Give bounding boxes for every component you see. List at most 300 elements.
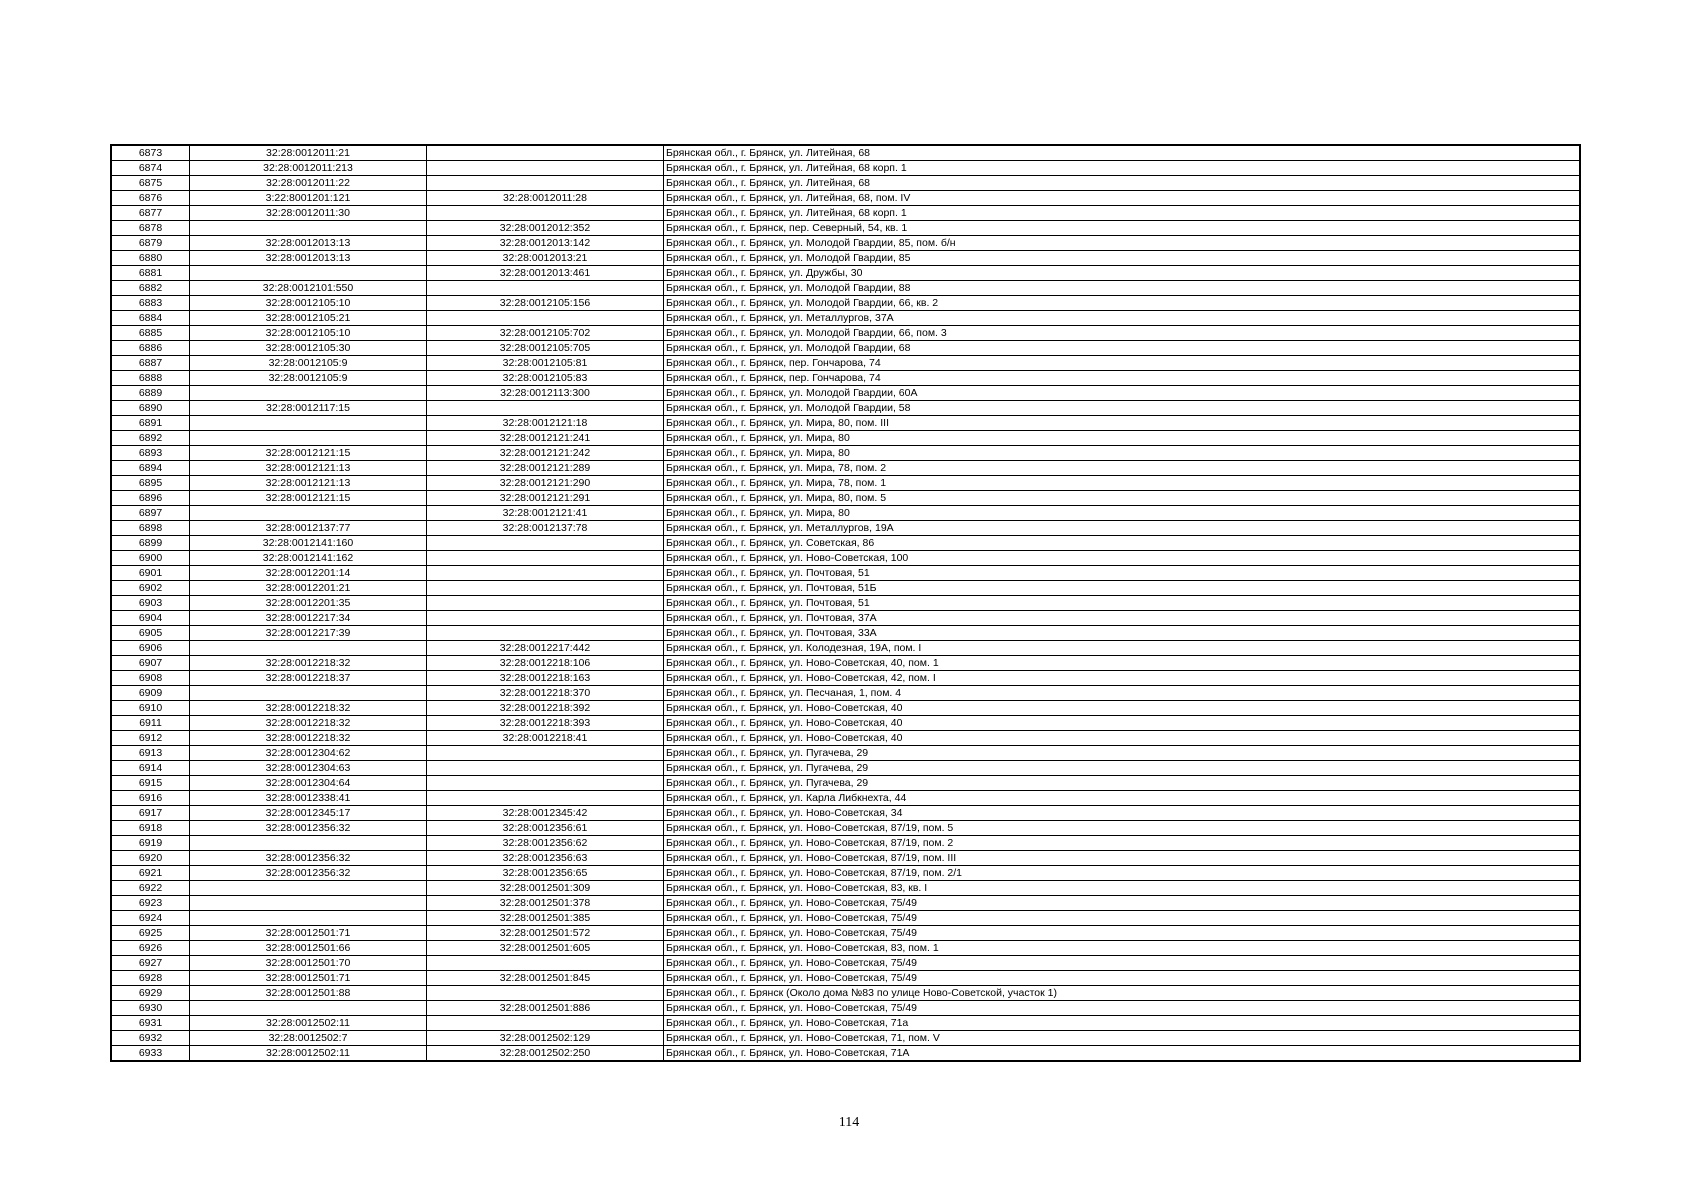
- cadastral-number-cell: 32:28:0012121:13: [190, 476, 427, 491]
- premises-cadastral-number-cell: [427, 611, 664, 626]
- premises-cadastral-number-cell: [427, 206, 664, 221]
- address-cell: Брянская обл., г. Брянск, ул. Ново-Советская, 40: [664, 716, 1581, 731]
- row-number-cell: 6891: [111, 416, 190, 431]
- row-number-cell: 6902: [111, 581, 190, 596]
- address-cell: Брянская обл., г. Брянск, ул. Литейная, 68 корп. 1: [664, 206, 1581, 221]
- premises-cadastral-number-cell: 32:28:0012501:385: [427, 911, 664, 926]
- premises-cadastral-number-cell: 32:28:0012501:572: [427, 926, 664, 941]
- address-cell: Брянская обл., г. Брянск, ул. Ново-Советская, 83, кв. I: [664, 881, 1581, 896]
- address-cell: Брянская обл., г. Брянск, ул. Мира, 80: [664, 431, 1581, 446]
- row-number-cell: 6896: [111, 491, 190, 506]
- row-number-cell: 6873: [111, 145, 190, 161]
- row-number-cell: 6921: [111, 866, 190, 881]
- address-cell: Брянская обл., г. Брянск, ул. Мира, 80: [664, 506, 1581, 521]
- row-number-cell: 6901: [111, 566, 190, 581]
- cadastral-number-cell: 32:28:0012218:32: [190, 716, 427, 731]
- table-row: [111, 416, 1580, 431]
- address-cell: Брянская обл., г. Брянск, пер. Гончарова, 74: [664, 371, 1581, 386]
- registry-table: [110, 144, 1581, 1062]
- cadastral-number-cell: 32:28:0012011:21: [190, 145, 427, 161]
- address-cell: Брянская обл., г. Брянск, ул. Ново-Советская, 87/19, пом. 2: [664, 836, 1581, 851]
- premises-cadastral-number-cell: 32:28:0012218:393: [427, 716, 664, 731]
- address-cell: Брянская обл., г. Брянск, ул. Ново-Советская, 71а: [664, 1016, 1581, 1031]
- premises-cadastral-number-cell: 32:28:0012105:83: [427, 371, 664, 386]
- table-row: [111, 956, 1580, 971]
- table-row: [111, 836, 1580, 851]
- premises-cadastral-number-cell: [427, 746, 664, 761]
- cadastral-number-cell: [190, 506, 427, 521]
- premises-cadastral-number-cell: 32:28:0012356:61: [427, 821, 664, 836]
- address-cell: Брянская обл., г. Брянск, ул. Колодезная, 19А, пом. I: [664, 641, 1581, 656]
- cadastral-number-cell: 32:28:0012304:64: [190, 776, 427, 791]
- cadastral-number-cell: 32:28:0012011:213: [190, 161, 427, 176]
- row-number-cell: 6884: [111, 311, 190, 326]
- premises-cadastral-number-cell: 32:28:0012011:28: [427, 191, 664, 206]
- premises-cadastral-number-cell: 32:28:0012113:300: [427, 386, 664, 401]
- table-row: [111, 746, 1580, 761]
- row-number-cell: 6878: [111, 221, 190, 236]
- row-number-cell: 6887: [111, 356, 190, 371]
- table-row: [111, 581, 1580, 596]
- row-number-cell: 6889: [111, 386, 190, 401]
- premises-cadastral-number-cell: 32:28:0012105:702: [427, 326, 664, 341]
- premises-cadastral-number-cell: [427, 145, 664, 161]
- cadastral-number-cell: 32:28:0012121:15: [190, 446, 427, 461]
- row-number-cell: 6879: [111, 236, 190, 251]
- premises-cadastral-number-cell: [427, 596, 664, 611]
- premises-cadastral-number-cell: [427, 536, 664, 551]
- cadastral-number-cell: 32:28:0012501:66: [190, 941, 427, 956]
- premises-cadastral-number-cell: 32:28:0012121:41: [427, 506, 664, 521]
- cadastral-number-cell: [190, 686, 427, 701]
- cadastral-number-cell: 32:28:0012501:71: [190, 971, 427, 986]
- premises-cadastral-number-cell: 32:28:0012013:21: [427, 251, 664, 266]
- address-cell: Брянская обл., г. Брянск, ул. Ново-Советская, 42, пом. I: [664, 671, 1581, 686]
- cadastral-number-cell: 32:28:0012011:30: [190, 206, 427, 221]
- address-cell: Брянская обл., г. Брянск, пер. Северный, 54, кв. 1: [664, 221, 1581, 236]
- address-cell: Брянская обл., г. Брянск, ул. Литейная, 68, пом. IV: [664, 191, 1581, 206]
- address-cell: Брянская обл., г. Брянск, ул. Ново-Советская, 100: [664, 551, 1581, 566]
- row-number-cell: 6916: [111, 791, 190, 806]
- row-number-cell: 6913: [111, 746, 190, 761]
- cadastral-number-cell: 32:28:0012101:550: [190, 281, 427, 296]
- cadastral-number-cell: 32:28:0012013:13: [190, 251, 427, 266]
- table-row: [111, 296, 1580, 311]
- premises-cadastral-number-cell: [427, 581, 664, 596]
- row-number-cell: 6874: [111, 161, 190, 176]
- address-cell: Брянская обл., г. Брянск, ул. Ново-Советская, 75/49: [664, 911, 1581, 926]
- cadastral-number-cell: 32:28:0012218:32: [190, 656, 427, 671]
- premises-cadastral-number-cell: [427, 791, 664, 806]
- row-number-cell: 6931: [111, 1016, 190, 1031]
- cadastral-number-cell: 32:28:0012011:22: [190, 176, 427, 191]
- premises-cadastral-number-cell: [427, 566, 664, 581]
- table-row: [111, 176, 1580, 191]
- cadastral-number-cell: 32:28:0012304:62: [190, 746, 427, 761]
- cadastral-number-cell: [190, 836, 427, 851]
- premises-cadastral-number-cell: 32:28:0012501:378: [427, 896, 664, 911]
- row-number-cell: 6930: [111, 1001, 190, 1016]
- address-cell: Брянская обл., г. Брянск, ул. Молодой Гвардии, 60А: [664, 386, 1581, 401]
- table-row: [111, 371, 1580, 386]
- premises-cadastral-number-cell: 32:28:0012012:352: [427, 221, 664, 236]
- premises-cadastral-number-cell: 32:28:0012105:705: [427, 341, 664, 356]
- page-number: 114: [838, 1115, 860, 1130]
- address-cell: Брянская обл., г. Брянск, ул. Мира, 80, пом. 5: [664, 491, 1581, 506]
- address-cell: Брянская обл., г. Брянск, ул. Молодой Гвардии, 66, пом. 3: [664, 326, 1581, 341]
- table-row: [111, 341, 1580, 356]
- row-number-cell: 6875: [111, 176, 190, 191]
- table-row: [111, 1016, 1580, 1031]
- row-number-cell: 6927: [111, 956, 190, 971]
- row-number-cell: 6907: [111, 656, 190, 671]
- cadastral-number-cell: 32:28:0012121:13: [190, 461, 427, 476]
- table-row: [111, 776, 1580, 791]
- row-number-cell: 6904: [111, 611, 190, 626]
- table-row: [111, 266, 1580, 281]
- cadastral-number-cell: 32:28:0012201:21: [190, 581, 427, 596]
- table-row: [111, 791, 1580, 806]
- cadastral-number-cell: 32:28:0012502:11: [190, 1016, 427, 1031]
- row-number-cell: 6886: [111, 341, 190, 356]
- table-row: [111, 191, 1580, 206]
- row-number-cell: 6900: [111, 551, 190, 566]
- table-row: [111, 686, 1580, 701]
- cadastral-number-cell: 32:28:0012356:32: [190, 821, 427, 836]
- address-cell: Брянская обл., г. Брянск, ул. Ново-Советская, 40, пом. 1: [664, 656, 1581, 671]
- table-row: [111, 626, 1580, 641]
- cadastral-number-cell: 32:28:0012105:21: [190, 311, 427, 326]
- cadastral-number-cell: 32:28:0012141:160: [190, 536, 427, 551]
- address-cell: Брянская обл., г. Брянск, ул. Молодой Гвардии, 66, кв. 2: [664, 296, 1581, 311]
- premises-cadastral-number-cell: [427, 776, 664, 791]
- cadastral-number-cell: 32:28:0012013:13: [190, 236, 427, 251]
- address-cell: Брянская обл., г. Брянск, ул. Мира, 78, пом. 1: [664, 476, 1581, 491]
- address-cell: Брянская обл., г. Брянск, ул. Почтовая, 51: [664, 596, 1581, 611]
- row-number-cell: 6925: [111, 926, 190, 941]
- premises-cadastral-number-cell: 32:28:0012218:106: [427, 656, 664, 671]
- premises-cadastral-number-cell: 32:28:0012121:291: [427, 491, 664, 506]
- cadastral-number-cell: 32:28:0012105:30: [190, 341, 427, 356]
- registry-table-body: [111, 145, 1580, 1061]
- table-row: [111, 236, 1580, 251]
- address-cell: Брянская обл., г. Брянск, ул. Пугачева, 29: [664, 761, 1581, 776]
- cadastral-number-cell: 32:28:0012105:10: [190, 296, 427, 311]
- premises-cadastral-number-cell: [427, 281, 664, 296]
- cadastral-number-cell: 32:28:0012501:71: [190, 926, 427, 941]
- table-row: [111, 806, 1580, 821]
- row-number-cell: 6892: [111, 431, 190, 446]
- premises-cadastral-number-cell: 32:28:0012121:242: [427, 446, 664, 461]
- address-cell: Брянская обл., г. Брянск, ул. Ново-Советская, 71А: [664, 1046, 1581, 1062]
- premises-cadastral-number-cell: [427, 551, 664, 566]
- premises-cadastral-number-cell: [427, 401, 664, 416]
- table-row: [111, 145, 1580, 161]
- row-number-cell: 6895: [111, 476, 190, 491]
- table-row: [111, 356, 1580, 371]
- address-cell: Брянская обл., г. Брянск, ул. Мира, 78, пом. 2: [664, 461, 1581, 476]
- address-cell: Брянская обл., г. Брянск, ул. Песчаная, 1, пом. 4: [664, 686, 1581, 701]
- row-number-cell: 6890: [111, 401, 190, 416]
- table-row: [111, 161, 1580, 176]
- cadastral-number-cell: [190, 431, 427, 446]
- row-number-cell: 6898: [111, 521, 190, 536]
- premises-cadastral-number-cell: [427, 1016, 664, 1031]
- premises-cadastral-number-cell: 32:28:0012121:241: [427, 431, 664, 446]
- cadastral-number-cell: [190, 266, 427, 281]
- address-cell: Брянская обл., г. Брянск, ул. Ново-Советская, 71, пом. V: [664, 1031, 1581, 1046]
- table-row: [111, 1001, 1580, 1016]
- table-row: [111, 431, 1580, 446]
- address-cell: Брянская обл., г. Брянск, ул. Мира, 80, пом. III: [664, 416, 1581, 431]
- row-number-cell: 6888: [111, 371, 190, 386]
- table-row: [111, 641, 1580, 656]
- premises-cadastral-number-cell: 32:28:0012105:81: [427, 356, 664, 371]
- premises-cadastral-number-cell: 32:28:0012501:605: [427, 941, 664, 956]
- row-number-cell: 6912: [111, 731, 190, 746]
- table-row: [111, 761, 1580, 776]
- premises-cadastral-number-cell: 32:28:0012501:886: [427, 1001, 664, 1016]
- table-row: [111, 401, 1580, 416]
- premises-cadastral-number-cell: 32:28:0012105:156: [427, 296, 664, 311]
- premises-cadastral-number-cell: [427, 761, 664, 776]
- premises-cadastral-number-cell: 32:28:0012121:18: [427, 416, 664, 431]
- row-number-cell: 6909: [111, 686, 190, 701]
- table-row: [111, 821, 1580, 836]
- table-row: [111, 656, 1580, 671]
- cadastral-number-cell: 32:28:0012502:11: [190, 1046, 427, 1062]
- row-number-cell: 6926: [111, 941, 190, 956]
- row-number-cell: 6880: [111, 251, 190, 266]
- address-cell: Брянская обл., г. Брянск, ул. Дружбы, 30: [664, 266, 1581, 281]
- cadastral-number-cell: 32:28:0012105:10: [190, 326, 427, 341]
- cadastral-number-cell: [190, 416, 427, 431]
- table-row: [111, 851, 1580, 866]
- row-number-cell: 6917: [111, 806, 190, 821]
- premises-cadastral-number-cell: 32:28:0012218:163: [427, 671, 664, 686]
- cadastral-number-cell: [190, 221, 427, 236]
- cadastral-number-cell: 3:22:8001201:121: [190, 191, 427, 206]
- address-cell: Брянская обл., г. Брянск, ул. Ново-Советская, 87/19, пом. 5: [664, 821, 1581, 836]
- address-cell: Брянская обл., г. Брянск, ул. Ново-Советская, 75/49: [664, 1001, 1581, 1016]
- row-number-cell: 6911: [111, 716, 190, 731]
- premises-cadastral-number-cell: [427, 311, 664, 326]
- cadastral-number-cell: [190, 641, 427, 656]
- cadastral-number-cell: 32:28:0012121:15: [190, 491, 427, 506]
- table-row: [111, 251, 1580, 266]
- address-cell: Брянская обл., г. Брянск, ул. Ново-Советская, 75/49: [664, 971, 1581, 986]
- row-number-cell: 6893: [111, 446, 190, 461]
- table-row: [111, 521, 1580, 536]
- premises-cadastral-number-cell: 32:28:0012502:250: [427, 1046, 664, 1062]
- address-cell: Брянская обл., г. Брянск, пер. Гончарова, 74: [664, 356, 1581, 371]
- row-number-cell: 6922: [111, 881, 190, 896]
- table-row: [111, 896, 1580, 911]
- cadastral-number-cell: 32:28:0012105:9: [190, 371, 427, 386]
- cadastral-number-cell: 32:28:0012218:37: [190, 671, 427, 686]
- address-cell: Брянская обл., г. Брянск, ул. Молодой Гвардии, 88: [664, 281, 1581, 296]
- address-cell: Брянская обл., г. Брянск, ул. Ново-Советская, 75/49: [664, 926, 1581, 941]
- premises-cadastral-number-cell: 32:28:0012137:78: [427, 521, 664, 536]
- address-cell: Брянская обл., г. Брянск, ул. Молодой Гвардии, 68: [664, 341, 1581, 356]
- cadastral-number-cell: 32:28:0012502:7: [190, 1031, 427, 1046]
- table-row: [111, 311, 1580, 326]
- row-number-cell: 6910: [111, 701, 190, 716]
- cadastral-number-cell: [190, 896, 427, 911]
- cadastral-number-cell: 32:28:0012501:70: [190, 956, 427, 971]
- premises-cadastral-number-cell: 32:28:0012217:442: [427, 641, 664, 656]
- table-row: [111, 446, 1580, 461]
- cadastral-number-cell: [190, 386, 427, 401]
- cadastral-number-cell: 32:28:0012137:77: [190, 521, 427, 536]
- table-row: [111, 596, 1580, 611]
- address-cell: Брянская обл., г. Брянск, ул. Металлургов, 19А: [664, 521, 1581, 536]
- cadastral-number-cell: [190, 881, 427, 896]
- table-row: [111, 551, 1580, 566]
- cadastral-number-cell: 32:28:0012338:41: [190, 791, 427, 806]
- premises-cadastral-number-cell: [427, 626, 664, 641]
- row-number-cell: 6919: [111, 836, 190, 851]
- address-cell: Брянская обл., г. Брянск, ул. Литейная, 68 корп. 1: [664, 161, 1581, 176]
- cadastral-number-cell: 32:28:0012304:63: [190, 761, 427, 776]
- cadastral-number-cell: 32:28:0012201:35: [190, 596, 427, 611]
- table-row: [111, 986, 1580, 1001]
- cadastral-number-cell: 32:28:0012218:32: [190, 731, 427, 746]
- address-cell: Брянская обл., г. Брянск (Около дома №83 по улице Ново-Советской, участок 1): [664, 986, 1581, 1001]
- premises-cadastral-number-cell: 32:28:0012345:42: [427, 806, 664, 821]
- premises-cadastral-number-cell: 32:28:0012218:392: [427, 701, 664, 716]
- table-row: [111, 941, 1580, 956]
- address-cell: Брянская обл., г. Брянск, ул. Литейная, 68: [664, 176, 1581, 191]
- cadastral-number-cell: 32:28:0012501:88: [190, 986, 427, 1001]
- row-number-cell: 6928: [111, 971, 190, 986]
- cadastral-number-cell: 32:28:0012217:39: [190, 626, 427, 641]
- row-number-cell: 6933: [111, 1046, 190, 1062]
- table-row: [111, 671, 1580, 686]
- row-number-cell: 6932: [111, 1031, 190, 1046]
- address-cell: Брянская обл., г. Брянск, ул. Ново-Советская, 40: [664, 731, 1581, 746]
- table-row: [111, 971, 1580, 986]
- cadastral-number-cell: 32:28:0012356:32: [190, 851, 427, 866]
- premises-cadastral-number-cell: 32:28:0012502:129: [427, 1031, 664, 1046]
- row-number-cell: 6915: [111, 776, 190, 791]
- table-row: [111, 536, 1580, 551]
- address-cell: Брянская обл., г. Брянск, ул. Ново-Советская, 83, пом. 1: [664, 941, 1581, 956]
- row-number-cell: 6903: [111, 596, 190, 611]
- row-number-cell: 6883: [111, 296, 190, 311]
- address-cell: Брянская обл., г. Брянск, ул. Ново-Советская, 87/19, пом. III: [664, 851, 1581, 866]
- table-row: [111, 926, 1580, 941]
- premises-cadastral-number-cell: 32:28:0012121:290: [427, 476, 664, 491]
- premises-cadastral-number-cell: [427, 986, 664, 1001]
- cadastral-number-cell: 32:28:0012356:32: [190, 866, 427, 881]
- table-row: [111, 206, 1580, 221]
- address-cell: Брянская обл., г. Брянск, ул. Ново-Советская, 40: [664, 701, 1581, 716]
- address-cell: Брянская обл., г. Брянск, ул. Ново-Советская, 75/49: [664, 956, 1581, 971]
- premises-cadastral-number-cell: 32:28:0012501:309: [427, 881, 664, 896]
- table-row: [111, 716, 1580, 731]
- cadastral-number-cell: 32:28:0012217:34: [190, 611, 427, 626]
- row-number-cell: 6920: [111, 851, 190, 866]
- table-row: [111, 506, 1580, 521]
- row-number-cell: 6908: [111, 671, 190, 686]
- row-number-cell: 6894: [111, 461, 190, 476]
- row-number-cell: 6906: [111, 641, 190, 656]
- table-row: [111, 326, 1580, 341]
- address-cell: Брянская обл., г. Брянск, ул. Советская, 86: [664, 536, 1581, 551]
- premises-cadastral-number-cell: [427, 161, 664, 176]
- row-number-cell: 6877: [111, 206, 190, 221]
- row-number-cell: 6914: [111, 761, 190, 776]
- row-number-cell: 6905: [111, 626, 190, 641]
- row-number-cell: 6876: [111, 191, 190, 206]
- premises-cadastral-number-cell: 32:28:0012013:142: [427, 236, 664, 251]
- cadastral-number-cell: 32:28:0012141:162: [190, 551, 427, 566]
- table-row: [111, 1031, 1580, 1046]
- row-number-cell: 6881: [111, 266, 190, 281]
- cadastral-number-cell: [190, 911, 427, 926]
- cadastral-number-cell: 32:28:0012218:32: [190, 701, 427, 716]
- row-number-cell: 6897: [111, 506, 190, 521]
- row-number-cell: 6929: [111, 986, 190, 1001]
- table-row: [111, 911, 1580, 926]
- premises-cadastral-number-cell: 32:28:0012218:370: [427, 686, 664, 701]
- address-cell: Брянская обл., г. Брянск, ул. Почтовая, 51: [664, 566, 1581, 581]
- premises-cadastral-number-cell: 32:28:0012013:461: [427, 266, 664, 281]
- premises-cadastral-number-cell: [427, 176, 664, 191]
- table-row: [111, 866, 1580, 881]
- row-number-cell: 6882: [111, 281, 190, 296]
- address-cell: Брянская обл., г. Брянск, ул. Металлургов, 37А: [664, 311, 1581, 326]
- table-row: [111, 281, 1580, 296]
- table-row: [111, 611, 1580, 626]
- table-row: [111, 881, 1580, 896]
- address-cell: Брянская обл., г. Брянск, ул. Ново-Советская, 34: [664, 806, 1581, 821]
- address-cell: Брянская обл., г. Брянск, ул. Почтовая, 51Б: [664, 581, 1581, 596]
- row-number-cell: 6885: [111, 326, 190, 341]
- address-cell: Брянская обл., г. Брянск, ул. Карла Либкнехта, 44: [664, 791, 1581, 806]
- address-cell: Брянская обл., г. Брянск, ул. Пугачева, 29: [664, 776, 1581, 791]
- table-row: [111, 221, 1580, 236]
- premises-cadastral-number-cell: 32:28:0012356:65: [427, 866, 664, 881]
- cadastral-number-cell: 32:28:0012201:14: [190, 566, 427, 581]
- premises-cadastral-number-cell: 32:28:0012121:289: [427, 461, 664, 476]
- premises-cadastral-number-cell: 32:28:0012356:63: [427, 851, 664, 866]
- address-cell: Брянская обл., г. Брянск, ул. Молодой Гвардии, 85, пом. б/н: [664, 236, 1581, 251]
- address-cell: Брянская обл., г. Брянск, ул. Молодой Гвардии, 85: [664, 251, 1581, 266]
- premises-cadastral-number-cell: [427, 956, 664, 971]
- address-cell: Брянская обл., г. Брянск, ул. Мира, 80: [664, 446, 1581, 461]
- address-cell: Брянская обл., г. Брянск, ул. Ново-Советская, 75/49: [664, 896, 1581, 911]
- row-number-cell: 6924: [111, 911, 190, 926]
- table-row: [111, 731, 1580, 746]
- premises-cadastral-number-cell: 32:28:0012218:41: [427, 731, 664, 746]
- row-number-cell: 6923: [111, 896, 190, 911]
- cadastral-number-cell: 32:28:0012117:15: [190, 401, 427, 416]
- table-row: [111, 476, 1580, 491]
- cadastral-number-cell: [190, 1001, 427, 1016]
- address-cell: Брянская обл., г. Брянск, ул. Молодой Гвардии, 58: [664, 401, 1581, 416]
- table-row: [111, 386, 1580, 401]
- row-number-cell: 6899: [111, 536, 190, 551]
- address-cell: Брянская обл., г. Брянск, ул. Пугачева, 29: [664, 746, 1581, 761]
- table-row: [111, 1046, 1580, 1062]
- row-number-cell: 6918: [111, 821, 190, 836]
- address-cell: Брянская обл., г. Брянск, ул. Ново-Советская, 87/19, пом. 2/1: [664, 866, 1581, 881]
- address-cell: Брянская обл., г. Брянск, ул. Почтовая, 33А: [664, 626, 1581, 641]
- table-row: [111, 461, 1580, 476]
- registry-sheet: [110, 144, 1581, 1062]
